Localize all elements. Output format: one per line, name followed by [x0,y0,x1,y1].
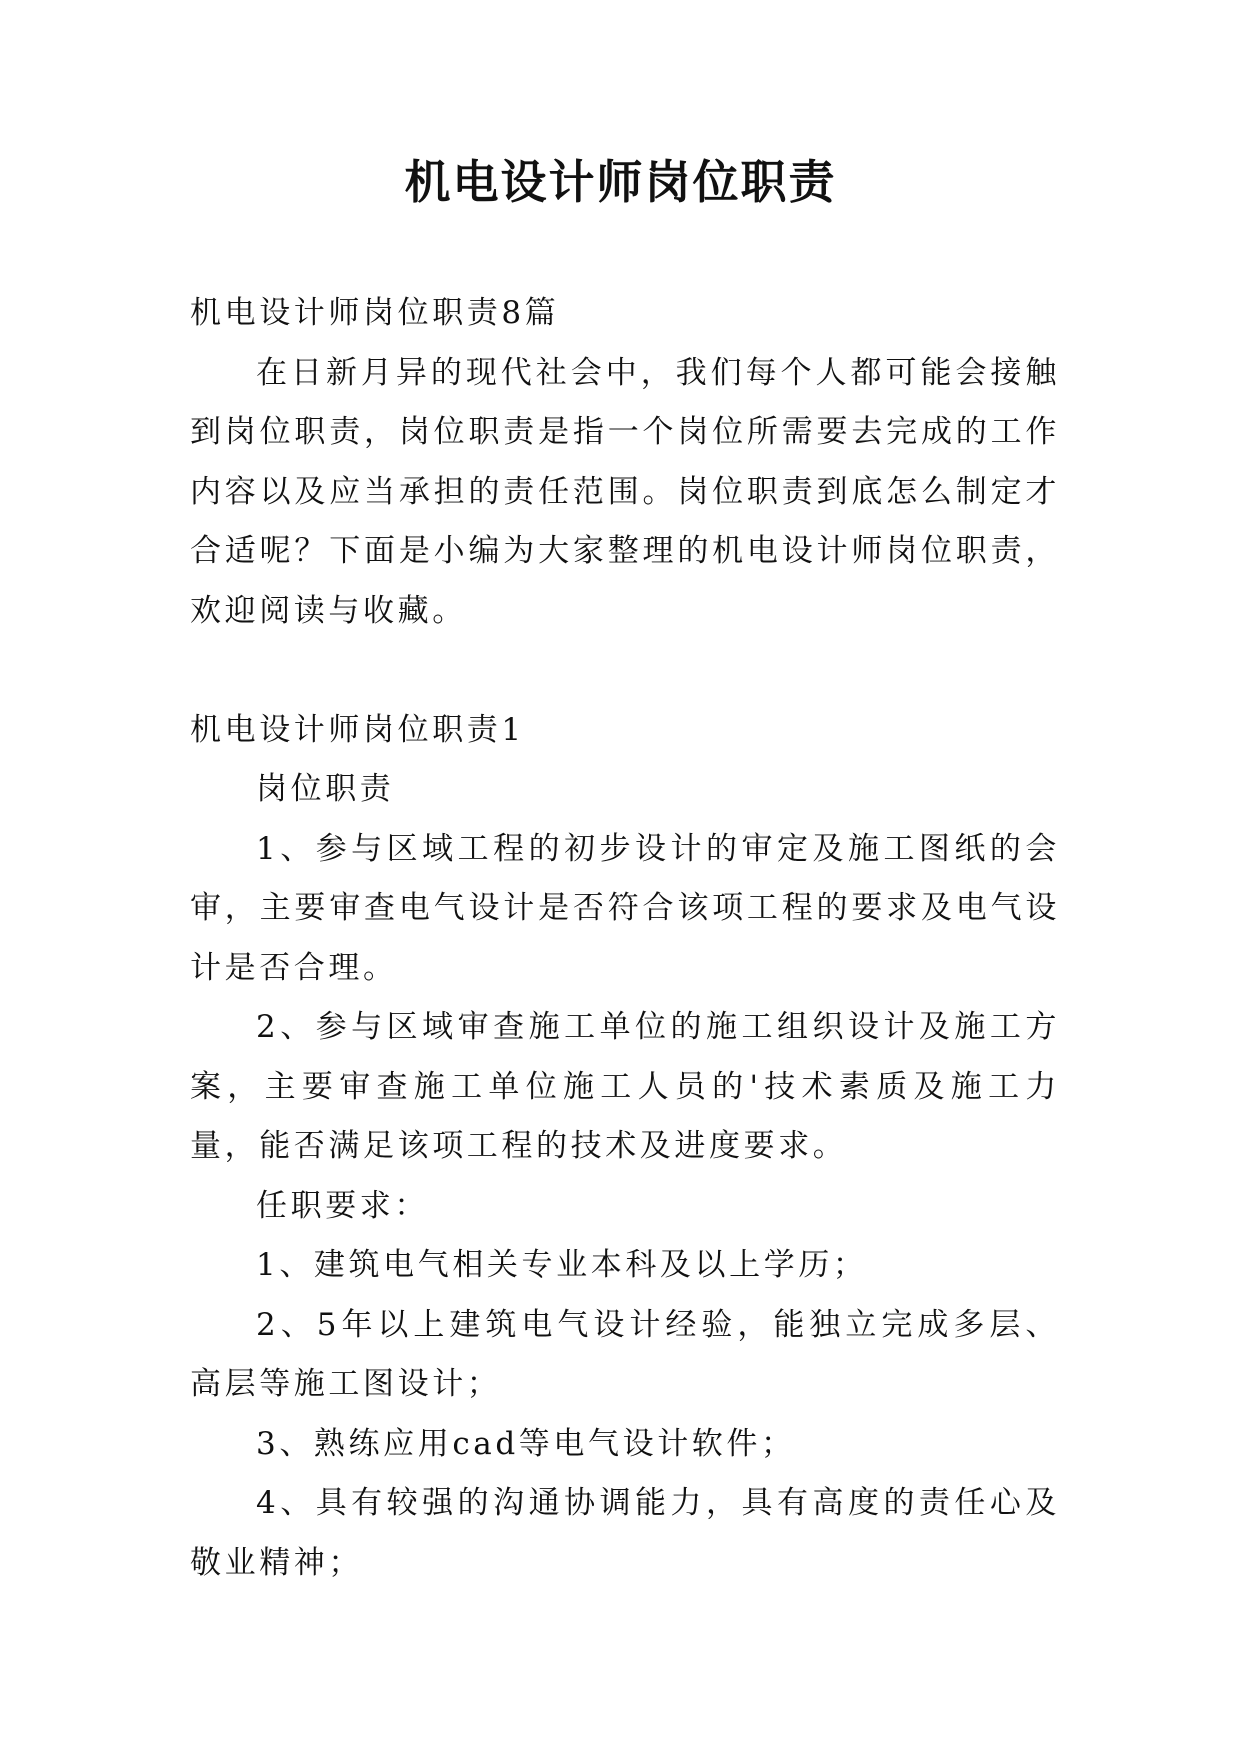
section-heading: 机电设计师岗位职责8篇 [190,295,560,331]
list-item: 4、具有较强的沟通协调能力，具有高度的责任心及敬业精神； [190,1485,1060,1581]
subheading: 任职要求： [256,1187,429,1224]
paragraph-spacer [190,641,1060,701]
list-item: 2、5年以上建筑电气设计经验，能独立完成多层、高层等施工图设计； [190,1306,1060,1402]
document-body [190,284,1060,1593]
intro-paragraph: 在日新月异的现代社会中，我们每个人都可能会接触到岗位职责，岗位职责是指一个岗位所需要去完成的工作内容以及应当承担的责任范围。岗位职责到底怎么制定才合适呢？下面是小编为大家整理的机电设计师岗位职责，欢迎阅读与收藏。 [190,354,1060,629]
list-item: 1、建筑电气相关专业本科及以上学历； [256,1247,868,1283]
page-title: 机电设计师岗位职责 [404,155,837,209]
list-item: 2、参与区域审查施工单位的施工组织设计及施工方案，主要审查施工单位施工人员的'技术素质及施工力量，能否满足该项工程的技术及进度要求。 [190,1009,1060,1164]
list-item: 3、熟练应用cad等电气设计软件； [256,1425,796,1462]
subheading: 岗位职责 [256,771,395,807]
section-heading: 机电设计师岗位职责1 [190,711,525,748]
list-item: 1、参与区域工程的初步设计的审定及施工图纸的会审，主要审查电气设计是否符合该项工程的要求及电气设计是否合理。 [190,830,1060,986]
